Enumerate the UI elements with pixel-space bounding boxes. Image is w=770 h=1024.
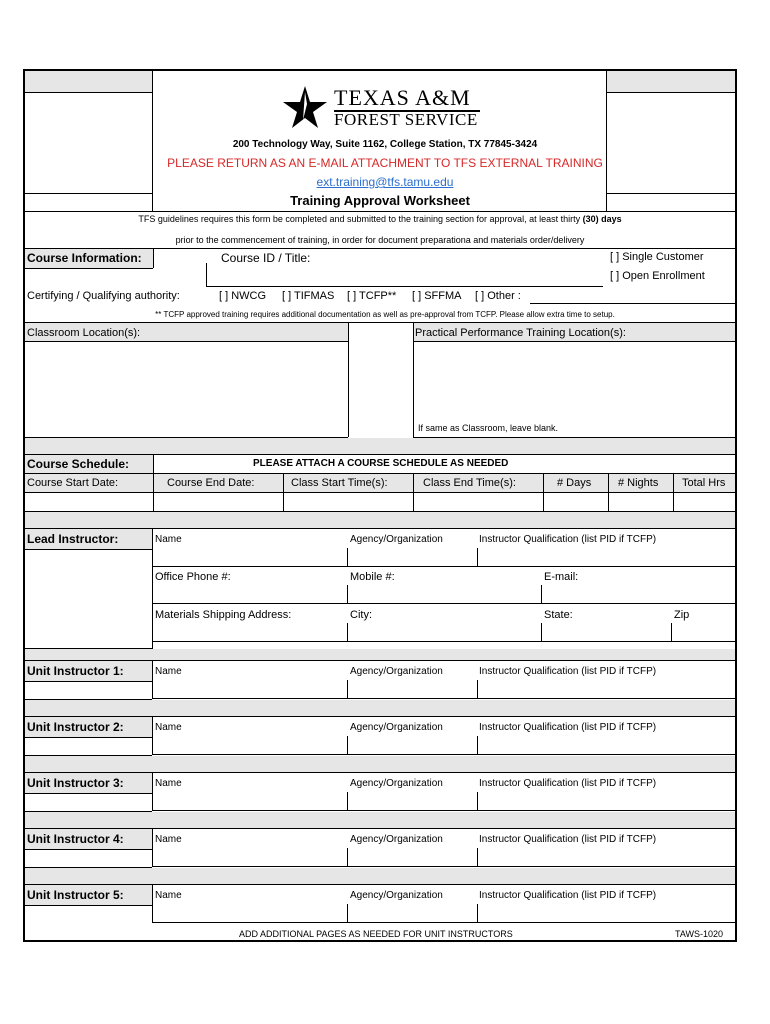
single-customer-checkbox[interactable]: [ ] Single Customer <box>610 251 704 263</box>
divider <box>477 792 478 810</box>
divider <box>25 793 152 794</box>
unit-5-qualification-label: Instructor Qualification (list PID if TCFP) <box>479 890 657 901</box>
divider <box>671 623 672 641</box>
unit-4-input[interactable] <box>152 866 735 867</box>
page-title: Training Approval Worksheet <box>290 193 470 208</box>
unit-5-input[interactable] <box>152 922 735 923</box>
guideline-days: (30) days <box>582 214 622 224</box>
email-label: E-mail: <box>544 571 579 583</box>
divider <box>152 885 153 923</box>
divider <box>477 680 478 698</box>
unit-2-agency-label: Agency/Organization <box>350 722 443 733</box>
divider <box>477 548 478 566</box>
unit-2-qualification-label: Instructor Qualification (list PID if TCFP) <box>479 722 657 733</box>
divider <box>25 849 152 850</box>
divider <box>347 848 348 866</box>
office-phone-label: Office Phone #: <box>155 571 231 583</box>
unit-2-input[interactable] <box>152 754 735 755</box>
unit-2-gap <box>25 700 735 716</box>
unit-3-name-label: Name <box>155 778 182 789</box>
divider <box>347 585 348 603</box>
col-end-time: Class End Time(s): <box>423 477 516 489</box>
logo-line-1: TEXAS A&M <box>334 85 471 110</box>
divider <box>347 623 348 641</box>
divider <box>153 249 154 268</box>
divider <box>25 681 152 682</box>
unit-3-qualification-label: Instructor Qualification (list PID if TCFP) <box>479 778 657 789</box>
divider <box>347 548 348 566</box>
header-cell-right-top <box>606 71 735 92</box>
unit-5-agency-label: Agency/Organization <box>350 890 443 901</box>
unit-3-agency-label: Agency/Organization <box>350 778 443 789</box>
unit-4-qualification-label: Instructor Qualification (list PID if TCFP) <box>479 834 657 845</box>
unit-2-name-label: Name <box>155 722 182 733</box>
divider <box>347 680 348 698</box>
open-enrollment-checkbox[interactable]: [ ] Open Enrollment <box>610 270 705 282</box>
unit-5-name-label: Name <box>155 890 182 901</box>
divider <box>25 549 152 550</box>
guideline-text-2: prior to the commencement of training, in order for document preparationa and materials order/delivery <box>175 235 585 245</box>
col-days: # Days <box>557 477 592 489</box>
option-tifmas[interactable]: [ ] TIFMAS <box>282 290 335 302</box>
lead-gap-row <box>25 512 735 528</box>
unit-3-input[interactable] <box>152 810 735 811</box>
return-notice: PLEASE RETURN AS AN E-MAIL ATTACHMENT TO TFS EXTERNAL TRAINING <box>167 156 603 170</box>
option-tcfp[interactable]: [ ] TCFP** <box>347 290 397 302</box>
course-info-label: Course Information: <box>27 251 142 265</box>
certifying-label: Certifying / Qualifying authority: <box>27 290 180 302</box>
lead-qualification-label: Instructor Qualification (list PID if TCFP) <box>479 534 657 545</box>
course-id-underline[interactable] <box>206 286 603 287</box>
form-id: TAWS-1020 <box>675 929 724 939</box>
unit-instructor-3-label: Unit Instructor 3: <box>27 776 124 790</box>
divider <box>152 717 153 755</box>
col-start-time: Class Start Time(s): <box>291 477 388 489</box>
training-email-link[interactable]: ext.training@tfs.tamu.edu <box>316 175 454 189</box>
mobile-label: Mobile #: <box>350 571 395 583</box>
unit-instructor-5-label: Unit Instructor 5: <box>27 888 124 902</box>
divider <box>153 455 154 473</box>
course-id-label: Course ID / Title: <box>221 251 311 265</box>
divider <box>152 829 153 867</box>
schedule-input-row[interactable] <box>26 493 734 510</box>
same-as-classroom-note: If same as Classroom, leave blank. <box>418 423 559 433</box>
schedule-label: Course Schedule: <box>27 457 130 471</box>
guideline-part-1: TFS guidelines requires this form be completed and submitted to the training section for approval, at least thirty <box>138 214 583 224</box>
tcfp-note: ** TCFP approved training requires additional documentation as well as pre-approval from TCFP. Please allow extra time to setup. <box>155 310 615 319</box>
divider <box>206 263 207 286</box>
unit-4-name-label: Name <box>155 834 182 845</box>
divider <box>25 268 153 269</box>
attach-schedule-note: PLEASE ATTACH A COURSE SCHEDULE AS NEEDED <box>253 458 509 469</box>
divider <box>477 904 478 922</box>
lead-instructor-label: Lead Instructor: <box>27 532 119 546</box>
state-label: State: <box>544 609 573 621</box>
col-start-date: Course Start Date: <box>27 477 119 489</box>
divider <box>347 904 348 922</box>
lead-name-input[interactable] <box>152 566 735 567</box>
divider <box>541 623 542 641</box>
divider <box>25 211 735 212</box>
divider <box>152 661 153 699</box>
divider <box>25 737 152 738</box>
unit-1-name-label: Name <box>155 666 182 677</box>
star-logo-icon <box>282 84 328 130</box>
address: 200 Technology Way, Suite 1162, College Station, TX 77845-3424 <box>232 139 538 150</box>
divider <box>477 736 478 754</box>
logo-line-2: FOREST SERVICE <box>334 110 478 129</box>
other-underline[interactable] <box>530 303 735 304</box>
divider <box>348 323 349 437</box>
unit-4-agency-label: Agency/Organization <box>350 834 443 845</box>
unit-instructor-4-label: Unit Instructor 4: <box>27 832 124 846</box>
divider <box>25 905 152 906</box>
lead-agency-label: Agency/Organization <box>350 534 443 545</box>
divider <box>477 848 478 866</box>
unit-1-agency-label: Agency/Organization <box>350 666 443 677</box>
lead-phone-input[interactable] <box>152 603 735 604</box>
classroom-label: Classroom Location(s): <box>27 327 141 339</box>
header-cell-left-top <box>25 71 152 92</box>
option-sffma[interactable]: [ ] SFFMA <box>412 290 462 302</box>
unit-instructor-1-label: Unit Instructor 1: <box>27 664 124 678</box>
divider <box>25 92 152 93</box>
unit-4-gap <box>25 812 735 828</box>
city-label: City: <box>350 609 372 621</box>
spacer-row <box>25 438 735 454</box>
practical-label: Practical Performance Training Location(s): <box>415 327 626 339</box>
unit-instructor-2-label: Unit Instructor 2: <box>27 720 124 734</box>
classroom-location-input[interactable] <box>26 342 347 436</box>
guideline-text <box>0 213 760 225</box>
col-nights: # Nights <box>618 477 659 489</box>
option-nwcg[interactable]: [ ] NWCG <box>219 290 267 302</box>
col-total-hrs: Total Hrs <box>682 477 726 489</box>
divider <box>541 585 542 603</box>
zip-label: Zip <box>674 609 690 621</box>
option-other[interactable]: [ ] Other : <box>475 290 521 302</box>
col-end-date: Course End Date: <box>167 477 255 489</box>
unit-3-gap <box>25 756 735 772</box>
lead-address-input[interactable] <box>152 641 735 642</box>
divider <box>152 773 153 811</box>
shipping-label: Materials Shipping Address: <box>155 609 292 621</box>
unit-1-qualification-label: Instructor Qualification (list PID if TCFP) <box>479 666 657 677</box>
unit-1-gap <box>25 649 735 660</box>
unit-5-gap <box>25 868 735 884</box>
lead-name-label: Name <box>155 534 182 545</box>
divider <box>347 736 348 754</box>
divider <box>152 529 153 649</box>
unit-1-input[interactable] <box>152 698 735 699</box>
divider <box>606 92 735 93</box>
footer-note: ADD ADDITIONAL PAGES AS NEEDED FOR UNIT INSTRUCTORS <box>239 929 513 939</box>
divider <box>347 792 348 810</box>
